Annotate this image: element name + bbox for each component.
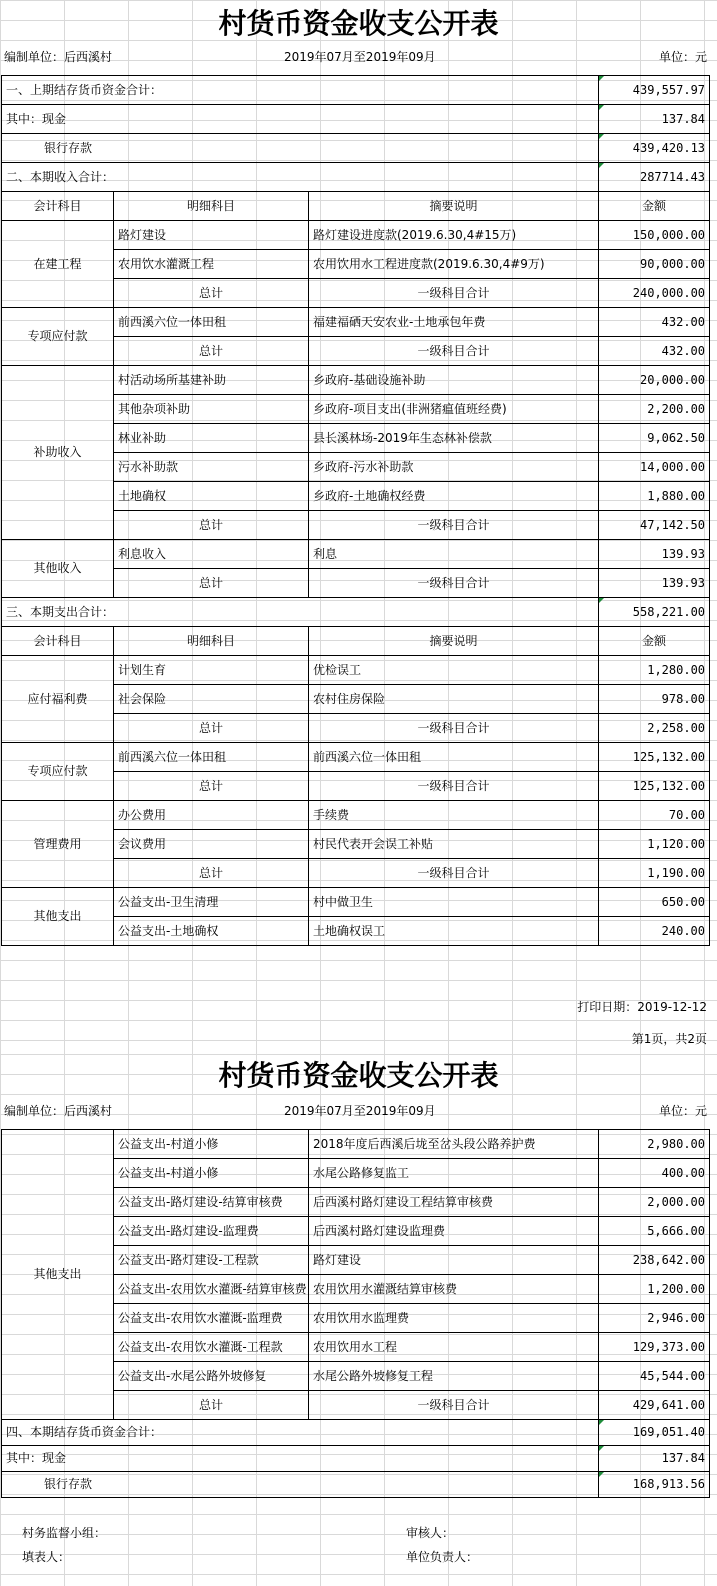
col-header-subject: 会计科目 bbox=[2, 627, 114, 656]
amount-cell: 2,980.00 bbox=[599, 1130, 710, 1159]
sign-leader: 单位负责人： bbox=[406, 1550, 479, 1564]
prev-bank-label: 银行存款 bbox=[2, 134, 599, 163]
subtotal-value: 47,142.50 bbox=[599, 511, 710, 540]
amount-cell: 978.00 bbox=[599, 685, 710, 714]
table-row bbox=[2, 743, 710, 772]
detail-cell: 农用饮水灌溉工程 bbox=[114, 250, 309, 279]
subject-cell: 应付福利费 bbox=[2, 656, 114, 743]
subtotal-label: 总计 bbox=[114, 337, 309, 366]
detail-cell: 公益支出-农用饮水灌溉-结算审核费 bbox=[114, 1275, 309, 1304]
level-label: 一级科目合计 bbox=[309, 859, 599, 888]
column-header-row bbox=[2, 627, 710, 656]
level-label: 一级科目合计 bbox=[309, 714, 599, 743]
table-row bbox=[2, 801, 710, 830]
amount-cell: 45,544.00 bbox=[599, 1362, 710, 1391]
unit-label: 编制单位：后西溪村 bbox=[4, 1104, 113, 1118]
level-label: 一级科目合计 bbox=[309, 337, 599, 366]
currency-label: 单位：元 bbox=[658, 50, 707, 64]
amount-cell: 1,120.00 bbox=[599, 830, 710, 859]
prev-cash-value: 137.84 bbox=[599, 105, 710, 134]
summary-row bbox=[2, 1420, 710, 1446]
expense-total-label: 三、本期支出合计： bbox=[2, 598, 599, 627]
prev-total-label: 一、上期结存货币资金合计： bbox=[2, 76, 599, 105]
col-header-amount: 金额 bbox=[599, 627, 710, 656]
col-header-detail: 明细科目 bbox=[114, 627, 309, 656]
desc-cell: 村民代表开会误工补贴 bbox=[309, 830, 599, 859]
detail-cell: 办公费用 bbox=[114, 801, 309, 830]
currency-label: 单位：元 bbox=[658, 1104, 707, 1118]
sign-filler: 填表人： bbox=[22, 1550, 71, 1564]
subtotal-label: 总计 bbox=[114, 859, 309, 888]
amount-cell: 1,280.00 bbox=[599, 656, 710, 685]
desc-cell: 农用饮用水工程 bbox=[309, 1333, 599, 1362]
col-header-desc: 摘要说明 bbox=[309, 192, 599, 221]
amount-cell: 240.00 bbox=[599, 917, 710, 946]
detail-cell: 前西溪六位一体田租 bbox=[114, 743, 309, 772]
amount-cell: 432.00 bbox=[599, 308, 710, 337]
page-title: 村货币资金收支公开表 bbox=[218, 1059, 499, 1092]
desc-cell: 路灯建设 bbox=[309, 1246, 599, 1275]
subject-cell: 专项应付款 bbox=[2, 308, 114, 366]
detail-cell: 利息收入 bbox=[114, 540, 309, 569]
desc-cell: 2018年度后西溪后垅至岔头段公路养护费 bbox=[309, 1130, 599, 1159]
level-label: 一级科目合计 bbox=[309, 772, 599, 801]
desc-cell: 后西溪村路灯建设工程结算审核费 bbox=[309, 1188, 599, 1217]
summary-row bbox=[2, 163, 710, 192]
table-row bbox=[2, 1130, 710, 1159]
col-header-amount: 金额 bbox=[599, 192, 710, 221]
desc-cell: 县长溪林场-2019年生态林补偿款 bbox=[309, 424, 599, 453]
amount-cell: 14,000.00 bbox=[599, 453, 710, 482]
subtotal-value: 139.93 bbox=[599, 569, 710, 598]
page2-table bbox=[1, 1129, 710, 1498]
amount-cell: 125,132.00 bbox=[599, 743, 710, 772]
page1-table bbox=[1, 75, 710, 946]
detail-cell: 路灯建设 bbox=[114, 221, 309, 250]
prev-cash-label: 其中：现金 bbox=[2, 105, 599, 134]
detail-cell: 土地确权 bbox=[114, 482, 309, 511]
amount-cell: 2,000.00 bbox=[599, 1188, 710, 1217]
summary-row bbox=[2, 76, 710, 105]
amount-cell: 5,666.00 bbox=[599, 1217, 710, 1246]
unit-label: 编制单位：后西溪村 bbox=[4, 50, 113, 64]
column-header-row bbox=[2, 192, 710, 221]
end-cash-label: 其中：现金 bbox=[2, 1446, 599, 1472]
table-row bbox=[2, 888, 710, 917]
amount-cell: 139.93 bbox=[599, 540, 710, 569]
detail-cell: 公益支出-土地确权 bbox=[114, 917, 309, 946]
prev-bank-value: 439,420.13 bbox=[599, 134, 710, 163]
desc-cell: 农村住房保险 bbox=[309, 685, 599, 714]
amount-cell: 1,200.00 bbox=[599, 1275, 710, 1304]
detail-cell: 公益支出-农用饮水灌溉-工程款 bbox=[114, 1333, 309, 1362]
report-header bbox=[0, 1098, 717, 1120]
detail-cell: 污水补助款 bbox=[114, 453, 309, 482]
summary-row bbox=[2, 105, 710, 134]
desc-cell: 乡政府-土地确权经费 bbox=[309, 482, 599, 511]
desc-cell: 后西溪村路灯建设监理费 bbox=[309, 1217, 599, 1246]
amount-cell: 1,880.00 bbox=[599, 482, 710, 511]
subtotal-value: 125,132.00 bbox=[599, 772, 710, 801]
amount-cell: 90,000.00 bbox=[599, 250, 710, 279]
amount-cell: 650.00 bbox=[599, 888, 710, 917]
subtotal-value: 240,000.00 bbox=[599, 279, 710, 308]
subtotal-label: 总计 bbox=[114, 714, 309, 743]
detail-cell: 公益支出-村道小修 bbox=[114, 1159, 309, 1188]
amount-cell: 2,946.00 bbox=[599, 1304, 710, 1333]
amount-cell: 129,373.00 bbox=[599, 1333, 710, 1362]
detail-cell: 公益支出-农用饮水灌溉-监理费 bbox=[114, 1304, 309, 1333]
page-2 bbox=[0, 1054, 717, 1586]
detail-cell: 其他杂项补助 bbox=[114, 395, 309, 424]
summary-row bbox=[2, 598, 710, 627]
detail-cell: 林业补助 bbox=[114, 424, 309, 453]
prev-total-value: 439,557.97 bbox=[599, 76, 710, 105]
desc-cell: 村中做卫生 bbox=[309, 888, 599, 917]
end-cash-value: 137.84 bbox=[599, 1446, 710, 1472]
table-row bbox=[2, 366, 710, 395]
subtotal-value: 432.00 bbox=[599, 337, 710, 366]
detail-cell: 村活动场所基建补助 bbox=[114, 366, 309, 395]
subject-cell: 其他支出 bbox=[2, 1130, 114, 1420]
subtotal-label: 总计 bbox=[114, 1391, 309, 1420]
detail-cell: 社会保险 bbox=[114, 685, 309, 714]
end-total-value: 169,051.40 bbox=[599, 1420, 710, 1446]
subject-cell: 专项应付款 bbox=[2, 743, 114, 801]
income-total-label: 二、本期收入合计： bbox=[2, 163, 599, 192]
subject-cell: 补助收入 bbox=[2, 366, 114, 540]
page-number: 第1页，共2页 bbox=[631, 1032, 707, 1046]
amount-cell: 150,000.00 bbox=[599, 221, 710, 250]
amount-cell: 400.00 bbox=[599, 1159, 710, 1188]
desc-cell: 水尾公路修复监工 bbox=[309, 1159, 599, 1188]
desc-cell: 乡政府-基础设施补助 bbox=[309, 366, 599, 395]
subject-cell: 其他收入 bbox=[2, 540, 114, 598]
end-bank-value: 168,913.56 bbox=[599, 1472, 710, 1498]
desc-cell: 乡政府-污水补助款 bbox=[309, 453, 599, 482]
page-title: 村货币资金收支公开表 bbox=[218, 7, 499, 40]
subtotal-value: 1,190.00 bbox=[599, 859, 710, 888]
detail-cell: 前西溪六位一体田租 bbox=[114, 308, 309, 337]
table-row bbox=[2, 221, 710, 250]
desc-cell: 优检误工 bbox=[309, 656, 599, 685]
subtotal-label: 总计 bbox=[114, 569, 309, 598]
col-header-subject: 会计科目 bbox=[2, 192, 114, 221]
desc-cell: 路灯建设进度款(2019.6.30,4#15万) bbox=[309, 221, 599, 250]
subject-cell: 管理费用 bbox=[2, 801, 114, 888]
detail-cell: 公益支出-路灯建设-结算审核费 bbox=[114, 1188, 309, 1217]
desc-cell: 水尾公路外坡修复工程 bbox=[309, 1362, 599, 1391]
detail-cell: 会议费用 bbox=[114, 830, 309, 859]
desc-cell: 农用饮用水灌溉结算审核费 bbox=[309, 1275, 599, 1304]
summary-row bbox=[2, 1472, 710, 1498]
amount-cell: 9,062.50 bbox=[599, 424, 710, 453]
period-label: 2019年07月至2019年09月 bbox=[284, 50, 436, 64]
amount-cell: 238,642.00 bbox=[599, 1246, 710, 1275]
subject-cell: 其他支出 bbox=[2, 888, 114, 946]
subtotal-value: 429,641.00 bbox=[599, 1391, 710, 1420]
detail-cell: 公益支出-路灯建设-监理费 bbox=[114, 1217, 309, 1246]
desc-cell: 前西溪六位一体田租 bbox=[309, 743, 599, 772]
subtotal-label: 总计 bbox=[114, 279, 309, 308]
desc-cell: 乡政府-项目支出(非洲猪瘟值班经费) bbox=[309, 395, 599, 424]
desc-cell: 福建福硒天安农业-土地承包年费 bbox=[309, 308, 599, 337]
amount-cell: 2,200.00 bbox=[599, 395, 710, 424]
desc-cell: 土地确权误工 bbox=[309, 917, 599, 946]
level-label: 一级科目合计 bbox=[309, 279, 599, 308]
summary-row bbox=[2, 1446, 710, 1472]
income-total-value: 287714.43 bbox=[599, 163, 710, 192]
print-date: 打印日期：2019-12-12 bbox=[577, 1000, 707, 1014]
col-header-detail: 明细科目 bbox=[114, 192, 309, 221]
end-bank-label: 银行存款 bbox=[2, 1472, 599, 1498]
amount-cell: 20,000.00 bbox=[599, 366, 710, 395]
table-row bbox=[2, 656, 710, 685]
sign-supervise: 村务监督小组： bbox=[22, 1526, 107, 1540]
detail-cell: 公益支出-卫生清理 bbox=[114, 888, 309, 917]
subtotal-label: 总计 bbox=[114, 772, 309, 801]
detail-cell: 公益支出-村道小修 bbox=[114, 1130, 309, 1159]
desc-cell: 手续费 bbox=[309, 801, 599, 830]
level-label: 一级科目合计 bbox=[309, 1391, 599, 1420]
subtotal-label: 总计 bbox=[114, 511, 309, 540]
detail-cell: 公益支出-路灯建设-工程款 bbox=[114, 1246, 309, 1275]
period-label: 2019年07月至2019年09月 bbox=[284, 1104, 436, 1118]
detail-cell: 公益支出-水尾公路外坡修复 bbox=[114, 1362, 309, 1391]
desc-cell: 农用饮用水监理费 bbox=[309, 1304, 599, 1333]
desc-cell: 农用饮用水工程进度款(2019.6.30,4#9万) bbox=[309, 250, 599, 279]
subtotal-value: 2,258.00 bbox=[599, 714, 710, 743]
sign-reviewer: 审核人： bbox=[406, 1526, 455, 1540]
table-row bbox=[2, 540, 710, 569]
expense-total-value: 558,221.00 bbox=[599, 598, 710, 627]
col-header-desc: 摘要说明 bbox=[309, 627, 599, 656]
end-total-label: 四、本期结存货币资金合计： bbox=[2, 1420, 599, 1446]
desc-cell: 利息 bbox=[309, 540, 599, 569]
level-label: 一级科目合计 bbox=[309, 511, 599, 540]
level-label: 一级科目合计 bbox=[309, 569, 599, 598]
amount-cell: 70.00 bbox=[599, 801, 710, 830]
subject-cell: 在建工程 bbox=[2, 221, 114, 308]
report-header bbox=[0, 44, 717, 66]
summary-row bbox=[2, 134, 710, 163]
detail-cell: 计划生育 bbox=[114, 656, 309, 685]
table-row bbox=[2, 308, 710, 337]
